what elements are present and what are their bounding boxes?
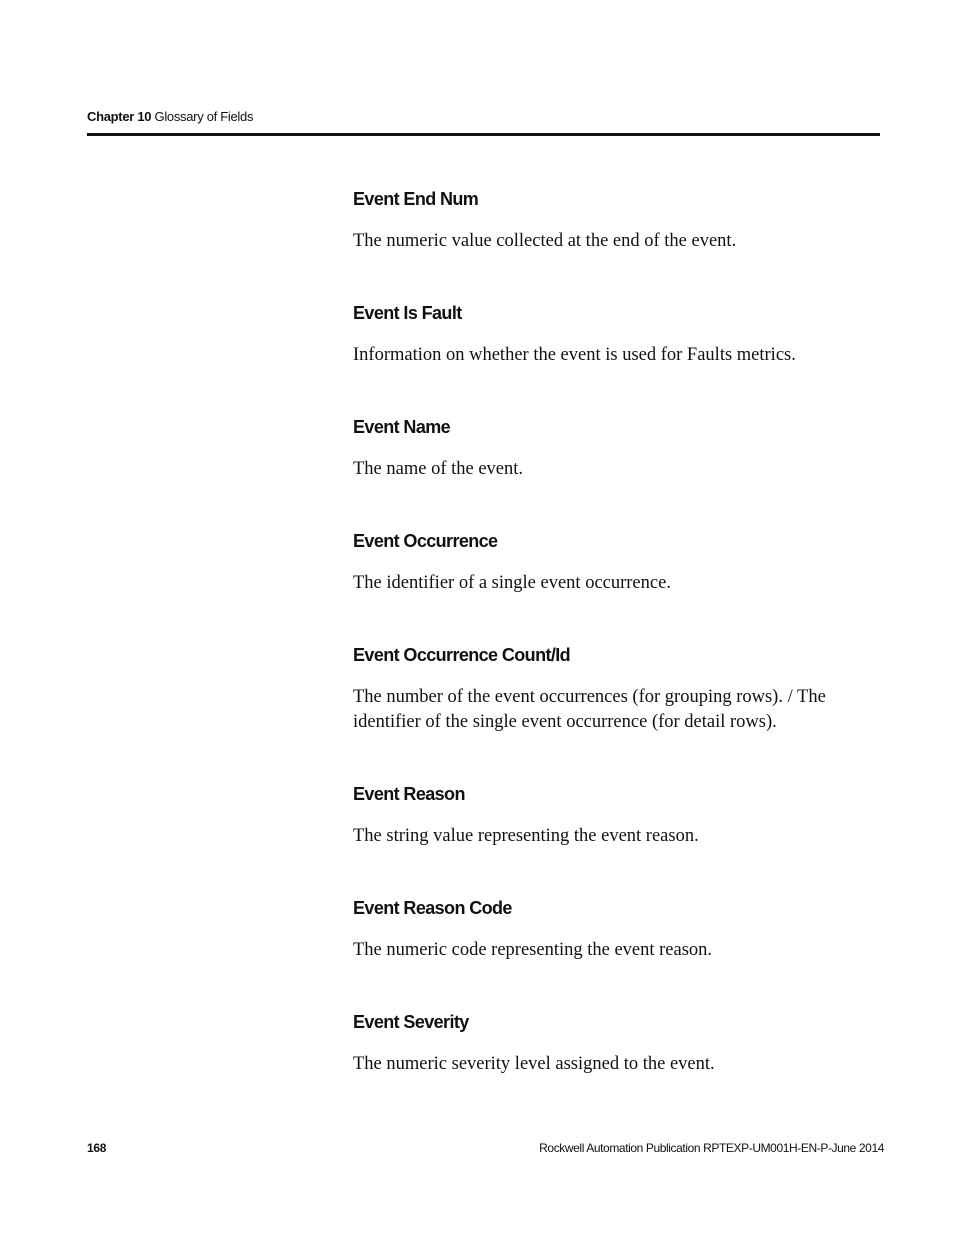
glossary-term: Event Reason Code [353, 898, 512, 918]
glossary-term: Event Is Fault [353, 303, 462, 323]
glossary-entry-event-is-fault [353, 297, 853, 368]
glossary-description: The numeric value collected at the end of the event. [353, 231, 737, 251]
glossary-entry-event-reason-code [353, 892, 853, 963]
chapter-label: Chapter 10 [87, 109, 152, 124]
glossary-description: The numeric severity level assigned to the event. [353, 1054, 715, 1074]
running-header [87, 108, 880, 126]
header-rule [87, 133, 880, 136]
glossary-description: The identifier of a single event occurrence. [353, 573, 671, 593]
glossary-entry-event-reason [353, 778, 853, 849]
publication-info: Rockwell Automation Publication RPTEXP-UM001H-EN-P-June 2014 [539, 1141, 884, 1155]
glossary-entry-event-severity [353, 1006, 853, 1077]
glossary-term: Event Severity [353, 1012, 469, 1032]
glossary-term: Event Reason [353, 784, 465, 804]
glossary-entry-event-name [353, 411, 853, 482]
glossary-term: Event End Num [353, 189, 479, 209]
glossary-description: The number of the event occurrences (for grouping rows). / The identifier of the single event occurrence (for detail rows). [353, 687, 826, 732]
glossary-term: Event Name [353, 417, 451, 437]
glossary-description: The name of the event. [353, 459, 524, 479]
glossary-description: The string value representing the event reason. [353, 826, 699, 846]
glossary-entry-event-occurrence [353, 525, 853, 596]
chapter-title: Glossary of Fields [154, 109, 254, 124]
glossary-entry-event-end-num [353, 183, 853, 254]
glossary-term: Event Occurrence Count/Id [353, 645, 571, 665]
page-number: 168 [87, 1141, 107, 1155]
glossary-entry-event-occurrence-count-id [353, 639, 853, 735]
glossary-description: Information on whether the event is used for Faults metrics. [353, 345, 796, 365]
glossary-content [353, 183, 853, 1077]
glossary-term: Event Occurrence [353, 531, 498, 551]
glossary-description: The numeric code representing the event reason. [353, 940, 713, 960]
